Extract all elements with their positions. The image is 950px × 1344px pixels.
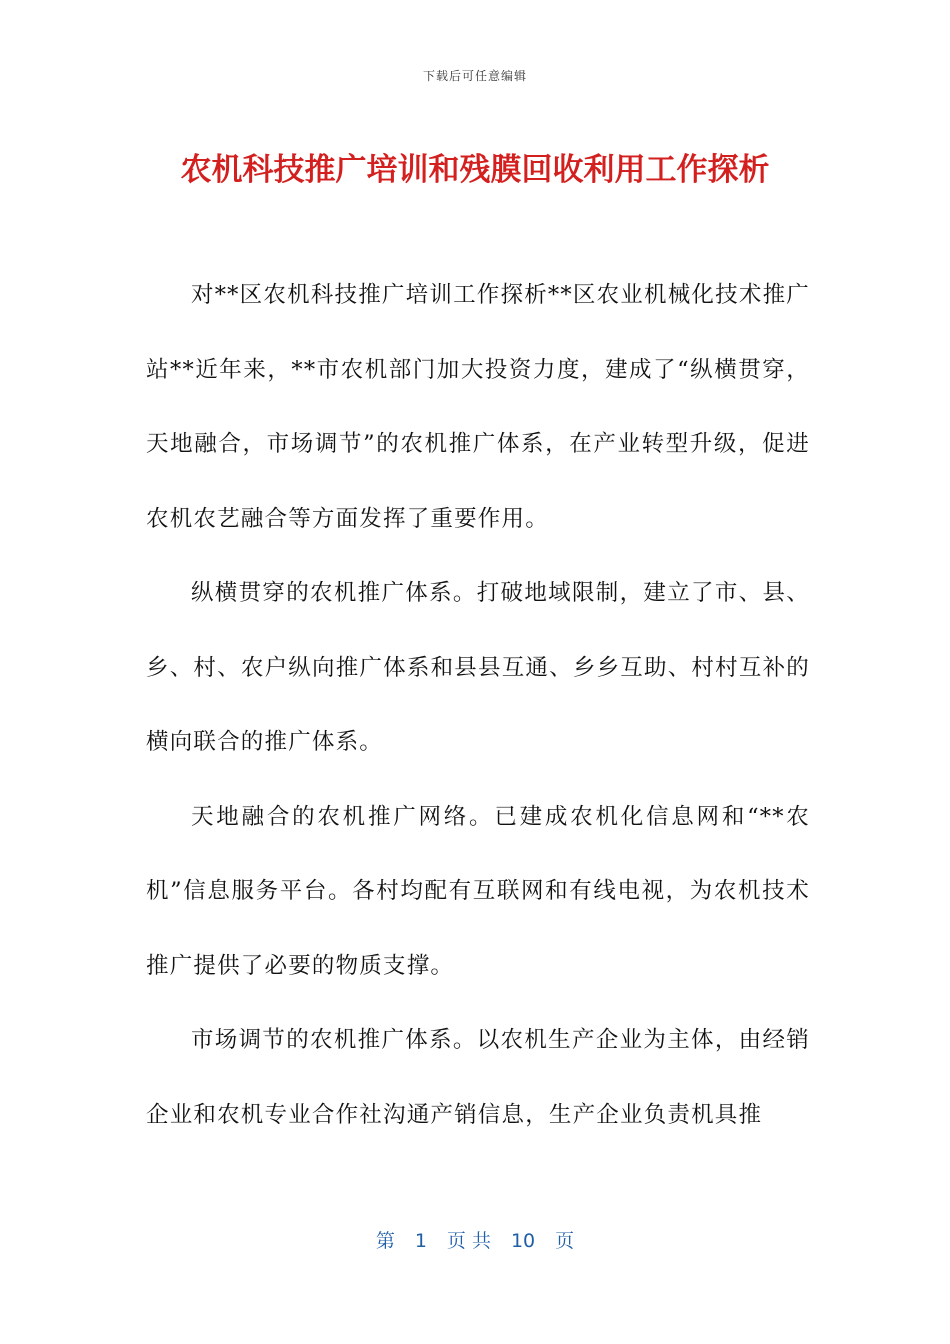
paragraph-4: 市场调节的农机推广体系。以农机生产企业为主体，由经销企业和农机专业合作社沟通产销信息，生产企业负责机具推 <box>146 1027 810 1128</box>
footer-middle: 页 共 <box>446 1230 491 1252</box>
footer-total-pages: 10 <box>510 1230 536 1252</box>
footer-current-page: 1 <box>414 1230 427 1252</box>
header-note: 下载后可任意编辑 <box>422 69 527 83</box>
page-footer <box>0 1226 950 1253</box>
document-body <box>146 258 810 1152</box>
paragraph-3: 天地融合的农机推广网络。已建成农机化信息网和“**农机”信息服务平台。各村均配有互联网和有线电视，为农机技术推广提供了必要的物质支撑。 <box>146 803 810 979</box>
footer-suffix: 页 <box>555 1230 575 1252</box>
document-title: 农机科技推广培训和残膜回收利用工作探析 <box>180 152 770 188</box>
paragraph-2: 纵横贯穿的农机推广体系。打破地域限制，建立了市、县、乡、村、农户纵向推广体系和县县互通、乡乡互助、村村互补的横向联合的推广体系。 <box>146 580 810 755</box>
footer-prefix: 第 <box>375 1230 395 1252</box>
paragraph-1: 对**区农机科技推广培训工作探析**区农业机械化技术推广站**近年来，**市农机部门加大投资力度，建成了“纵横贯穿，天地融合，市场调节”的农机推广体系，在产业转型升级，促进农机农艺融合等方面发挥了重要作用。 <box>146 282 810 532</box>
